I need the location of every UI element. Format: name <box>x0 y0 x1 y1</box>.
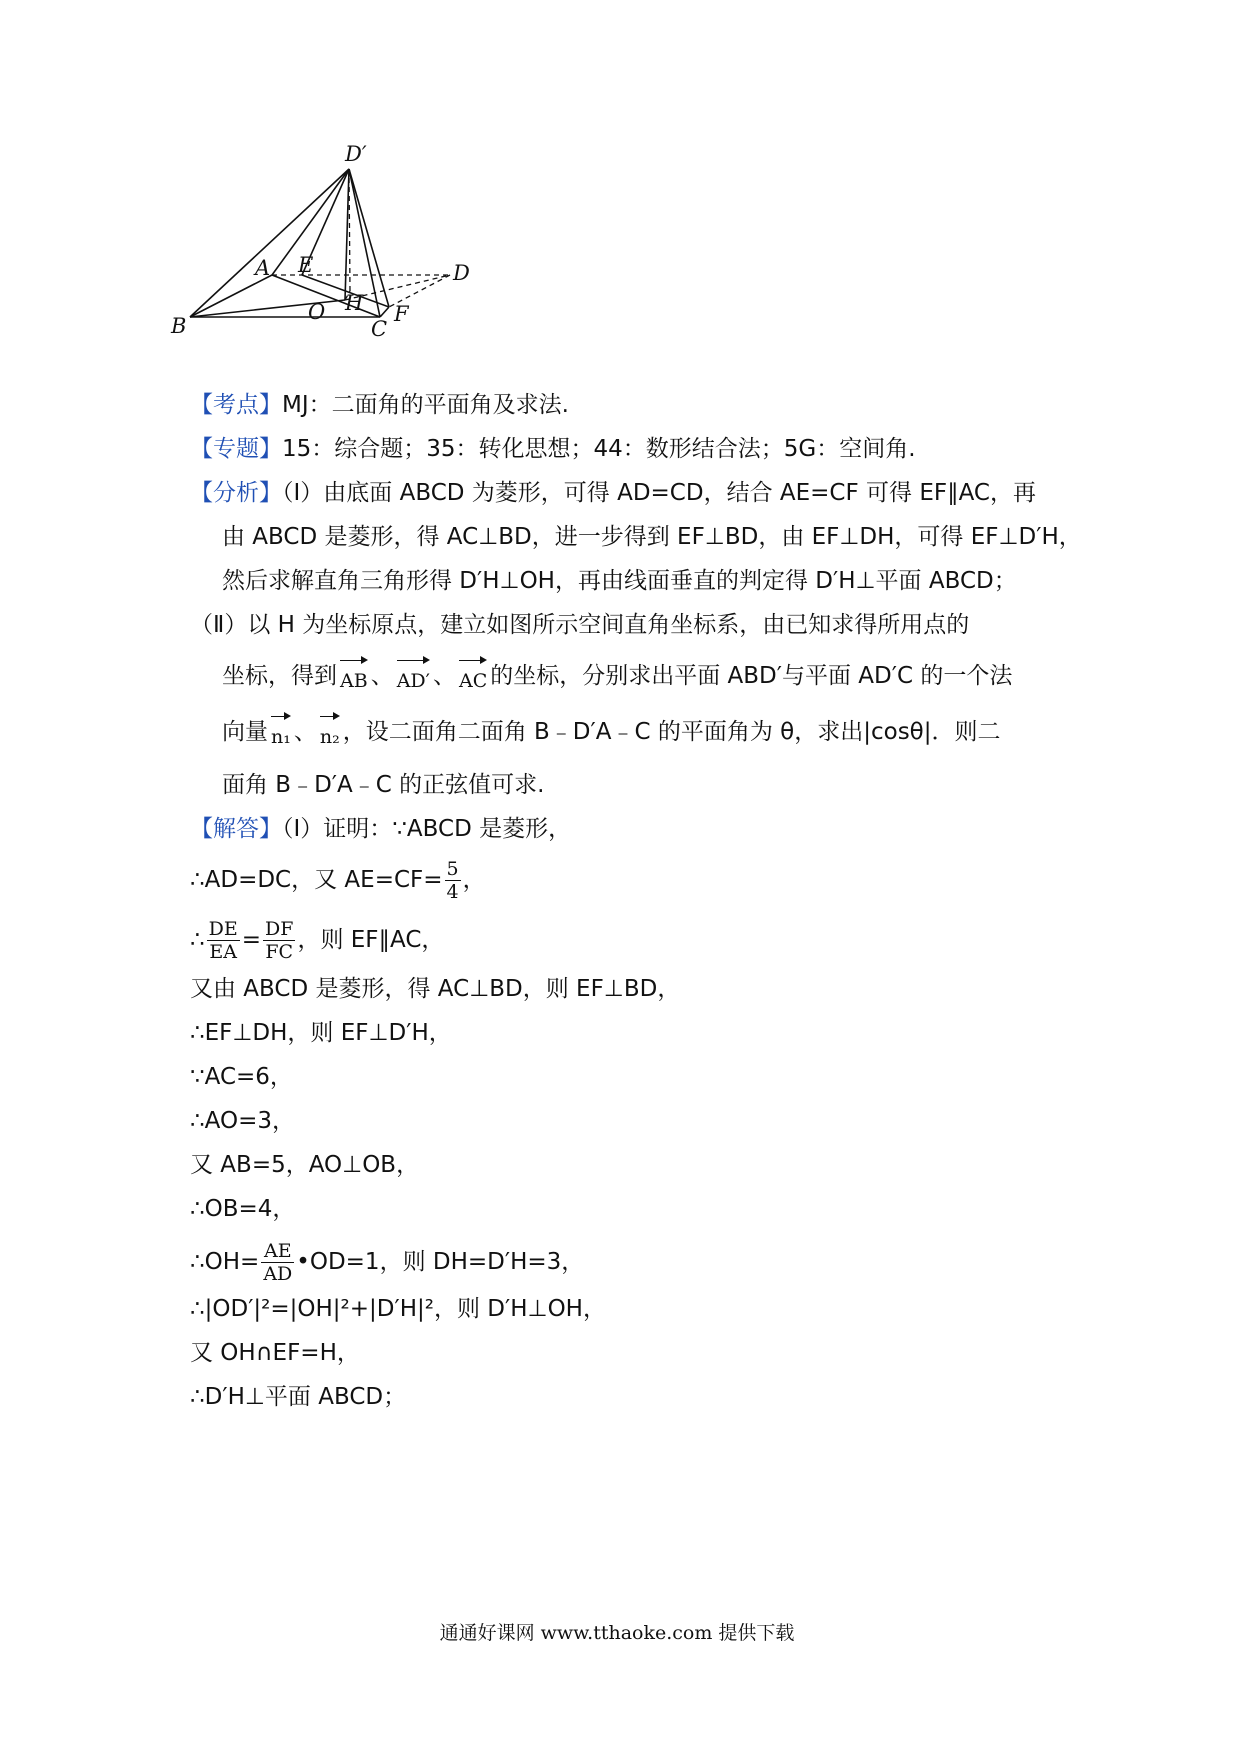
vector-AB: AB <box>340 658 368 696</box>
edge-DpO <box>345 169 349 300</box>
kaodian-tag: 【考点】 <box>190 392 282 418</box>
fenxi-text-6a: 向量 <box>222 719 268 745</box>
jieda-text-3b: ，则 EF∥AC， <box>297 927 445 953</box>
frac-den: 4 <box>446 881 459 903</box>
sep-1: 、 <box>370 663 394 689</box>
fraction-DE-EA <box>207 918 240 963</box>
jieda-line-10 <box>190 1240 584 1285</box>
fenxi-text-6b: ，设二面角二面角 B﹣D′A﹣C 的平面角为 θ，求出|cosθ|．则二 <box>342 719 1001 745</box>
fenxi-line-3: 然后求解直角三角形得 D′H⊥OH，再由线面垂直的判定得 D′H⊥平面 ABCD； <box>222 568 1017 594</box>
fraction-DF-FC <box>263 918 295 963</box>
kaodian-text: MJ：二面角的平面角及求法. <box>282 392 569 418</box>
jieda-line-13: ∴D′H⊥平面 ABCD； <box>190 1384 407 1410</box>
fraction-5-4 <box>445 858 461 903</box>
jieda-text-10a: ∴OH= <box>190 1249 260 1275</box>
fenxi-line-1 <box>190 478 1036 508</box>
vector-ADp: AD′ <box>397 658 430 696</box>
jieda-text-1: （Ⅰ）证明：∵ABCD 是菱形， <box>282 816 572 842</box>
fenxi-line-7: 面角 B﹣D′A﹣C 的正弦值可求. <box>222 772 545 798</box>
edge-CF <box>380 307 389 317</box>
jieda-line-12: 又 OH∩EF=H， <box>190 1340 360 1366</box>
zhuanti-tag: 【专题】 <box>190 436 282 462</box>
pyramid-diagram <box>171 142 540 370</box>
label-H: H <box>345 291 364 315</box>
jieda-line-4: 又由 ABCD 是菱形，得 AC⊥BD，则 EF⊥BD， <box>190 976 681 1002</box>
fenxi-text-5b: 的坐标，分别求出平面 ABD′与平面 AD′C 的一个法 <box>490 663 1013 689</box>
jieda-text-10b: •OD=1，则 DH=D′H=3， <box>296 1249 585 1275</box>
label-F: F <box>394 302 409 326</box>
equals-sign: = <box>241 927 262 953</box>
jieda-line-5: ∴EF⊥DH，则 EF⊥D′H， <box>190 1020 452 1046</box>
label-C: C <box>371 317 388 341</box>
jieda-line-8: 又 AB=5，AO⊥OB， <box>190 1152 420 1178</box>
jieda-line-1 <box>190 814 571 844</box>
kaodian-line <box>190 390 569 420</box>
label-E: E <box>298 253 314 277</box>
jieda-text-2a: ∴AD=DC，又 AE=CF= <box>190 867 443 893</box>
label-D: D <box>453 261 470 285</box>
label-Dp: D′ <box>345 142 367 166</box>
fenxi-text-1: （Ⅰ）由底面 ABCD 为菱形，可得 AD=CD，结合 AE=CF 可得 EF∥AC，再 <box>282 480 1036 506</box>
jieda-tag: 【解答】 <box>190 816 282 842</box>
fenxi-line-5 <box>222 658 1012 696</box>
zhuanti-line <box>190 434 916 464</box>
sep-2: 、 <box>432 663 456 689</box>
jieda-line-3 <box>190 918 444 963</box>
edge-DpH-dashed <box>349 169 350 291</box>
fenxi-line-2: 由 ABCD 是菱形，得 AC⊥BD，进一步得到 EF⊥BD，由 EF⊥DH，可得 EF⊥D′H， <box>222 524 1082 550</box>
frac-num: DE <box>208 918 238 940</box>
vector-n2: n₂ <box>320 714 340 752</box>
jieda-line-11: ∴|OD′|²=|OH|²+|D′H|²，则 D′H⊥OH， <box>190 1296 606 1322</box>
edge-DpB <box>190 169 349 317</box>
frac-den: FC <box>265 941 294 963</box>
pyramid-figure <box>171 142 540 370</box>
jieda-text-2b: ， <box>462 867 486 893</box>
label-A: A <box>255 256 271 280</box>
edge-BA <box>190 275 272 317</box>
fenxi-line-6 <box>222 714 1001 752</box>
jieda-text-3a: ∴ <box>190 927 205 953</box>
frac-num: AE <box>261 1240 294 1263</box>
zhuanti-text: 15：综合题；35：转化思想；44：数形结合法；5G：空间角. <box>282 436 916 462</box>
fenxi-text-5a: 坐标，得到 <box>222 663 337 689</box>
sep-3: 、 <box>293 719 317 745</box>
fenxi-tag: 【分析】 <box>190 480 282 506</box>
frac-den: EA <box>209 941 237 963</box>
jieda-line-6: ∵AC=6， <box>190 1064 293 1090</box>
fraction-AE-AD <box>261 1240 294 1285</box>
jieda-line-9: ∴OB=4， <box>190 1196 296 1222</box>
jieda-line-7: ∴AO=3， <box>190 1108 295 1134</box>
frac-num: DF <box>265 918 294 940</box>
fenxi-line-4: （Ⅱ）以 H 为坐标原点，建立如图所示空间直角坐标系，由已知求得所用点的 <box>190 612 970 638</box>
label-O: O <box>308 300 326 324</box>
jieda-line-2 <box>190 858 486 903</box>
frac-den: AD <box>263 1263 293 1285</box>
page-footer: 通通好课网 www.tthaoke.com 提供下载 <box>439 1622 795 1644</box>
frac-num: 5 <box>446 858 459 880</box>
label-B: B <box>171 314 187 338</box>
vector-AC: AC <box>459 658 487 696</box>
vector-n1: n₁ <box>271 714 291 752</box>
edge-DpF <box>349 169 389 307</box>
